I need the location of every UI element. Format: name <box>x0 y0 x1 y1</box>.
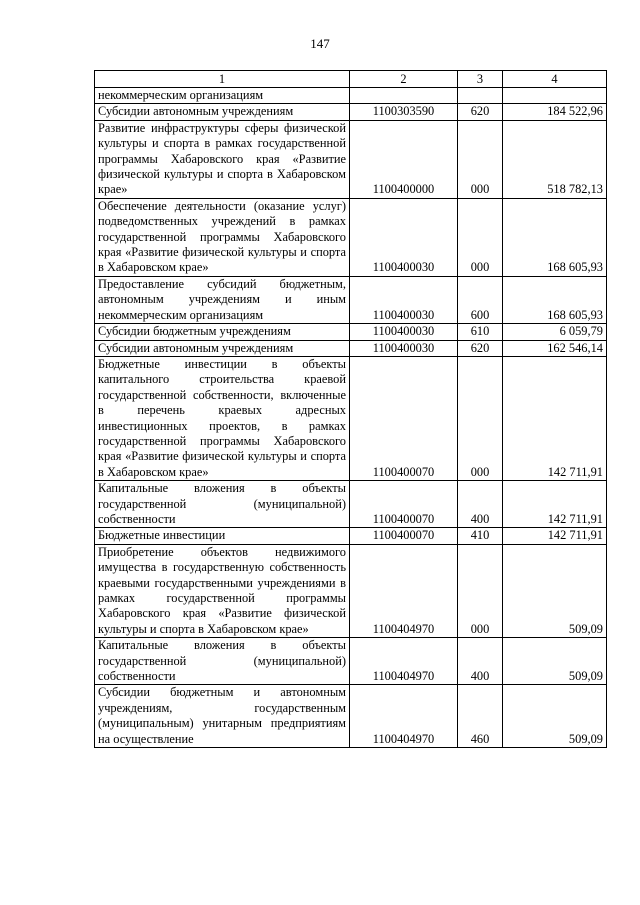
row-code-cell: 1100404970 <box>350 544 458 637</box>
table-row <box>95 88 607 104</box>
row-vr-cell: 400 <box>458 638 503 685</box>
row-name-cell: Предоставление субсидий бюджетным, автономным учреждениям и иным некоммерческим организациям <box>95 276 350 323</box>
row-vr-cell: 600 <box>458 276 503 323</box>
row-code-cell: 1100400000 <box>350 120 458 198</box>
row-vr-cell: 410 <box>458 528 503 544</box>
row-vr-cell: 000 <box>458 198 503 276</box>
row-amount-cell: 142 711,91 <box>503 481 607 528</box>
row-name-cell: Обеспечение деятельности (оказание услуг) подведомственных учреждений в рамках государственной программы Хабаровского края «Развитие физической культуры и спорта в Хабаровском крае» <box>95 198 350 276</box>
row-amount-cell: 509,09 <box>503 638 607 685</box>
row-name-cell: Субсидии бюджетным и автономным учреждениям, государственным (муниципальным) унитарным предприятиям на осуществление <box>95 685 350 748</box>
table-row <box>95 276 607 323</box>
row-amount-cell: 142 711,91 <box>503 356 607 480</box>
table-header-row <box>95 71 607 88</box>
row-name-cell: Приобретение объектов недвижимого имущества в государственную собственность краевыми государственными учреждениями в рамках государственной программы Хабаровского края «Развитие физической культуры и спорта в Хабаровском крае» <box>95 544 350 637</box>
table-row <box>95 356 607 480</box>
row-code-cell: 1100400030 <box>350 340 458 356</box>
row-code-cell: 1100303590 <box>350 104 458 120</box>
table-row <box>95 324 607 340</box>
row-code-cell <box>350 88 458 104</box>
row-code-cell: 1100400030 <box>350 324 458 340</box>
table-row <box>95 685 607 748</box>
column-header-name: 1 <box>95 71 350 88</box>
row-amount-cell: 518 782,13 <box>503 120 607 198</box>
column-header-amount: 4 <box>503 71 607 88</box>
row-name-cell: Капитальные вложения в объекты государственной (муниципальной) собственности <box>95 638 350 685</box>
table-row <box>95 104 607 120</box>
row-vr-cell: 610 <box>458 324 503 340</box>
column-header-vr: 3 <box>458 71 503 88</box>
table-row <box>95 481 607 528</box>
row-vr-cell: 000 <box>458 120 503 198</box>
table-row <box>95 340 607 356</box>
row-vr-cell: 620 <box>458 104 503 120</box>
budget-table <box>94 70 607 748</box>
row-name-cell: Субсидии автономным учреждениям <box>95 104 350 120</box>
row-amount-cell: 509,09 <box>503 544 607 637</box>
row-name-cell: Бюджетные инвестиции в объекты капитального строительства краевой государственной собственности, включенные в перечень краевых адресных инвестиционных проектов, в рамках государственной программы Хабаровского края «Развитие физической культуры и спорта в Хабаровском крае» <box>95 356 350 480</box>
row-code-cell: 1100400030 <box>350 276 458 323</box>
row-vr-cell: 400 <box>458 481 503 528</box>
row-vr-cell: 000 <box>458 544 503 637</box>
row-vr-cell: 620 <box>458 340 503 356</box>
row-amount-cell: 184 522,96 <box>503 104 607 120</box>
row-name-cell: Субсидии бюджетным учреждениям <box>95 324 350 340</box>
column-header-code: 2 <box>350 71 458 88</box>
table-row <box>95 120 607 198</box>
row-vr-cell <box>458 88 503 104</box>
page-number: 147 <box>310 36 330 51</box>
row-amount-cell: 509,09 <box>503 685 607 748</box>
row-name-cell: Бюджетные инвестиции <box>95 528 350 544</box>
row-vr-cell: 460 <box>458 685 503 748</box>
table-row <box>95 638 607 685</box>
row-name-cell: Капитальные вложения в объекты государственной (муниципальной) собственности <box>95 481 350 528</box>
row-code-cell: 1100404970 <box>350 685 458 748</box>
row-amount-cell <box>503 88 607 104</box>
row-code-cell: 1100400070 <box>350 481 458 528</box>
row-code-cell: 1100400030 <box>350 198 458 276</box>
row-vr-cell: 000 <box>458 356 503 480</box>
row-amount-cell: 162 546,14 <box>503 340 607 356</box>
row-code-cell: 1100400070 <box>350 356 458 480</box>
row-name-cell: некоммерческим организациям <box>95 88 350 104</box>
table-row <box>95 528 607 544</box>
row-amount-cell: 6 059,79 <box>503 324 607 340</box>
row-name-cell: Субсидии автономным учреждениям <box>95 340 350 356</box>
row-amount-cell: 168 605,93 <box>503 276 607 323</box>
table-row <box>95 198 607 276</box>
table-row <box>95 544 607 637</box>
row-name-cell: Развитие инфраструктуры сферы физической культуры и спорта в рамках государственной программы Хабаровского края «Развитие физической культуры и спорта в Хабаровском крае» <box>95 120 350 198</box>
row-amount-cell: 142 711,91 <box>503 528 607 544</box>
row-code-cell: 1100404970 <box>350 638 458 685</box>
row-code-cell: 1100400070 <box>350 528 458 544</box>
row-amount-cell: 168 605,93 <box>503 198 607 276</box>
